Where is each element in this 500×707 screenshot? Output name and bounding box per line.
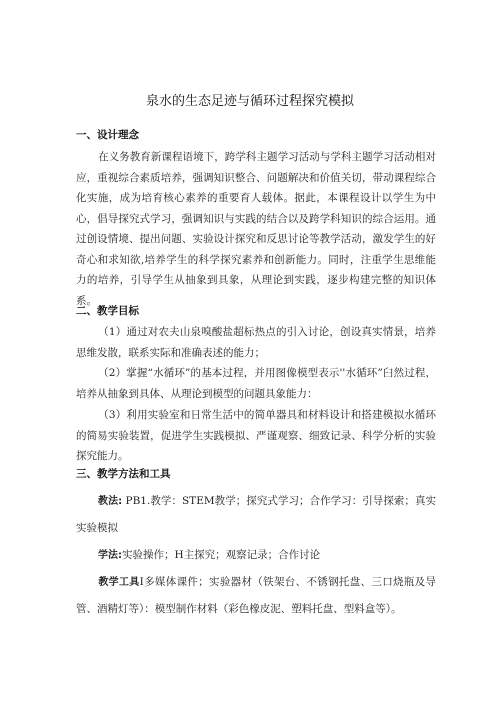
method-learning-text: 实验操作；H主探究；观察记录；合作讨论 — [122, 549, 321, 561]
section-heading-methods: 三、教学方法和工具 — [76, 468, 171, 480]
section-heading-goals: 二、教学目标 — [76, 305, 139, 317]
goal-2-text: （2）掌握“水循环”的基本过程，并用图像模型表示''水循环”臼然过程，培养从抽象到具体、从理论到模型的问题具象能力： — [76, 367, 436, 400]
method-teaching-text: PB1.教学：STEM教学；探究式学习；合作学习：引导探索；真实实验模拟 — [76, 495, 437, 534]
method-tools-text: I多媒体课件；实验器材（铁架台、不锈钢托盘、三口烧瓶及导管、酒精灯等）：模型制作材料（彩色橡皮泥、塑料托盘、型料盒等）。 — [76, 576, 436, 615]
method-tools-label: 教学工具 — [98, 577, 140, 588]
method-teaching — [76, 488, 436, 542]
method-learning — [76, 542, 436, 569]
goal-3-text: （3）利用实验室和日常生活中的简单器具和材料设计和搭建模拟水循环的简易实验装置，促进学生实践模拟、严谨观察、细致记录、科学分析的实验探究能力。 — [76, 409, 436, 462]
section-heading-design: 一、设计理念 — [76, 129, 139, 141]
design-text: 在义务教育新课程语境下，跨学科主题学习活动与学科主题学习活动相对应，重视综合素质培养，强调知识整合、问题解决和价值关切，带动课程综合化实施，成为培育核心素养的重要育人载体。据此，本课程设计以学生为中心，倡导探究式学习，强调知识与实践的结合以及跨学科知识的综合运用。通过创设情境、提出问题、实验设计探究和反思讨论等教学活动，激发学生的好奇心和求知欲,培养学生的科学探究素养和创新能力。同时，注重学生思维能力的培养，引导学生从抽象到具象，从理论到实践，逐步构建完整的知识体系。 — [76, 151, 436, 307]
method-teaching-label: 教法: — [98, 496, 123, 507]
method-learning-label: 学法: — [98, 550, 122, 561]
goal-3 — [76, 405, 436, 467]
goal-1 — [76, 322, 436, 363]
goal-1-text: （1）通过对农夫山泉嗅酸盐超标热点的引入讨论，创设真实情景，培养思维发散，联系实际和准确表述的能力； — [76, 326, 436, 359]
design-paragraph — [76, 147, 436, 311]
goal-2 — [76, 363, 436, 404]
method-tools — [76, 569, 436, 622]
document-title: 泉水的生态足迹与循环过程探究模拟 — [145, 94, 354, 109]
